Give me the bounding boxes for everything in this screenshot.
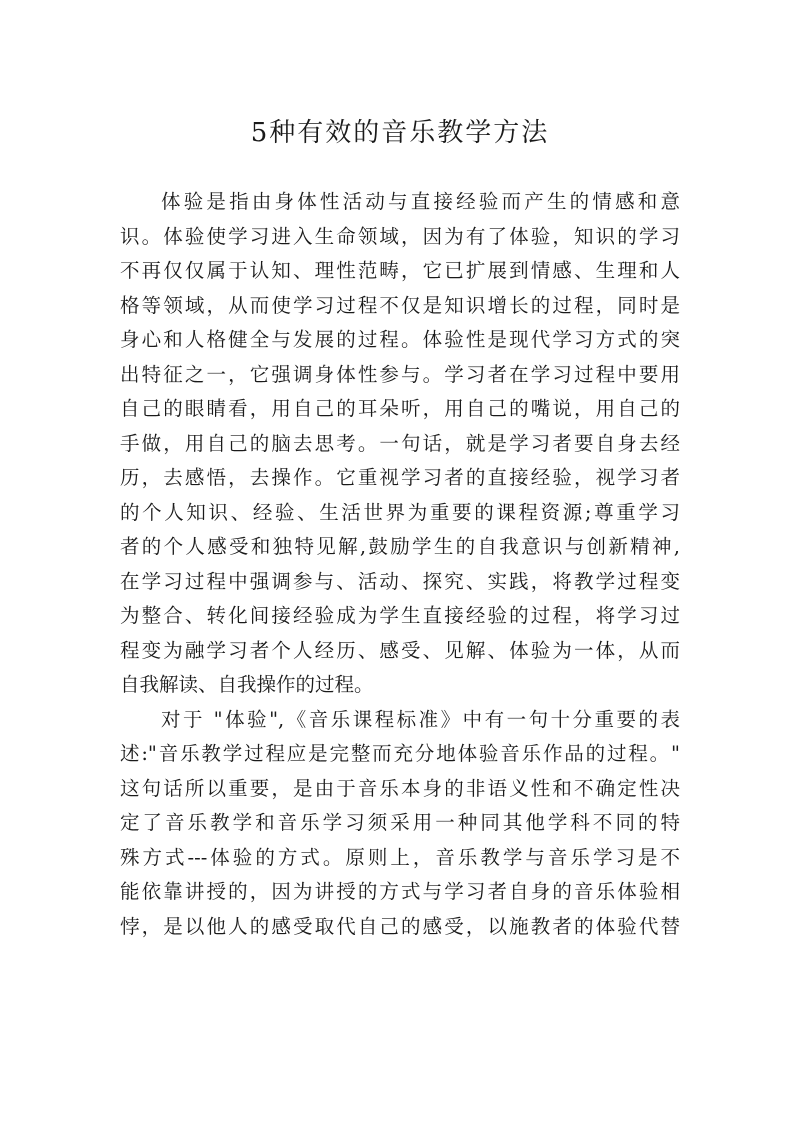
text-line: 定了音乐教学和音乐学习须采用一种同其他学科不同的特 xyxy=(120,811,680,834)
text-line: 为整合、转化间接经验成为学生直接经验的过程，将学习过 xyxy=(120,604,680,627)
text-line: 述:"音乐教学过程应是完整而充分地体验音乐作品的过程。" xyxy=(120,742,680,765)
text-line: 悖，是以他人的感受取代自己的感受，以施教者的体验代替 xyxy=(120,914,680,938)
text-line: 不再仅仅属于认知、理性范畴，它已扩展到情感、生理和人 xyxy=(120,259,680,282)
text-line: 出特征之一，它强调身体性参与。学习者在学习过程中要用 xyxy=(120,362,680,386)
text-line: 手做，用自己的脑去思考。一句话，就是学习者要自身去经 xyxy=(120,431,680,455)
text-line: 者的个人感受和独特见解,鼓励学生的自我意识与创新精神, xyxy=(120,535,680,558)
text-line: 历，去感悟，去操作。它重视学习者的直接经验，视学习者 xyxy=(120,466,680,489)
paragraph-2 xyxy=(120,703,680,945)
paragraph-1 xyxy=(120,185,680,703)
text-line: 在学习过程中强调参与、活动、探究、实践，将教学过程变 xyxy=(120,569,680,593)
text-line: 殊方式---体验的方式。原则上，音乐教学与音乐学习是不 xyxy=(120,845,680,869)
text-line: 识。体验使学习进入生命领域，因为有了体验，知识的学习 xyxy=(120,224,680,248)
text-line: 程变为融学习者个人经历、感受、见解、体验为一体，从而 xyxy=(120,638,680,662)
text-line: 自己的眼睛看，用自己的耳朵听，用自己的嘴说，用自己的 xyxy=(120,397,680,420)
text-line: 对于 "体验",《音乐课程标准》中有一句十分重要的表 xyxy=(161,707,680,731)
text-line: 格等领域，从而使学习过程不仅是知识增长的过程，同时是 xyxy=(120,293,680,317)
text-line: 的个人知识、经验、生活世界为重要的课程资源;尊重学习 xyxy=(120,500,680,524)
text-line: 这句话所以重要，是由于音乐本身的非语义性和不确定性决 xyxy=(120,776,680,800)
text-line: 身心和人格健全与发展的过程。体验性是现代学习方式的突 xyxy=(120,328,680,351)
text-line: 体验是指由身体性活动与直接经验而产生的情感和意 xyxy=(161,190,680,213)
document-body xyxy=(120,185,680,944)
text-line: 自我解读、自我操作的过程。 xyxy=(120,673,374,696)
document-title: 5种有效的音乐教学方法 xyxy=(250,118,550,149)
text-line: 能依靠讲授的，因为讲授的方式与学习者自身的音乐体验相 xyxy=(120,880,680,903)
